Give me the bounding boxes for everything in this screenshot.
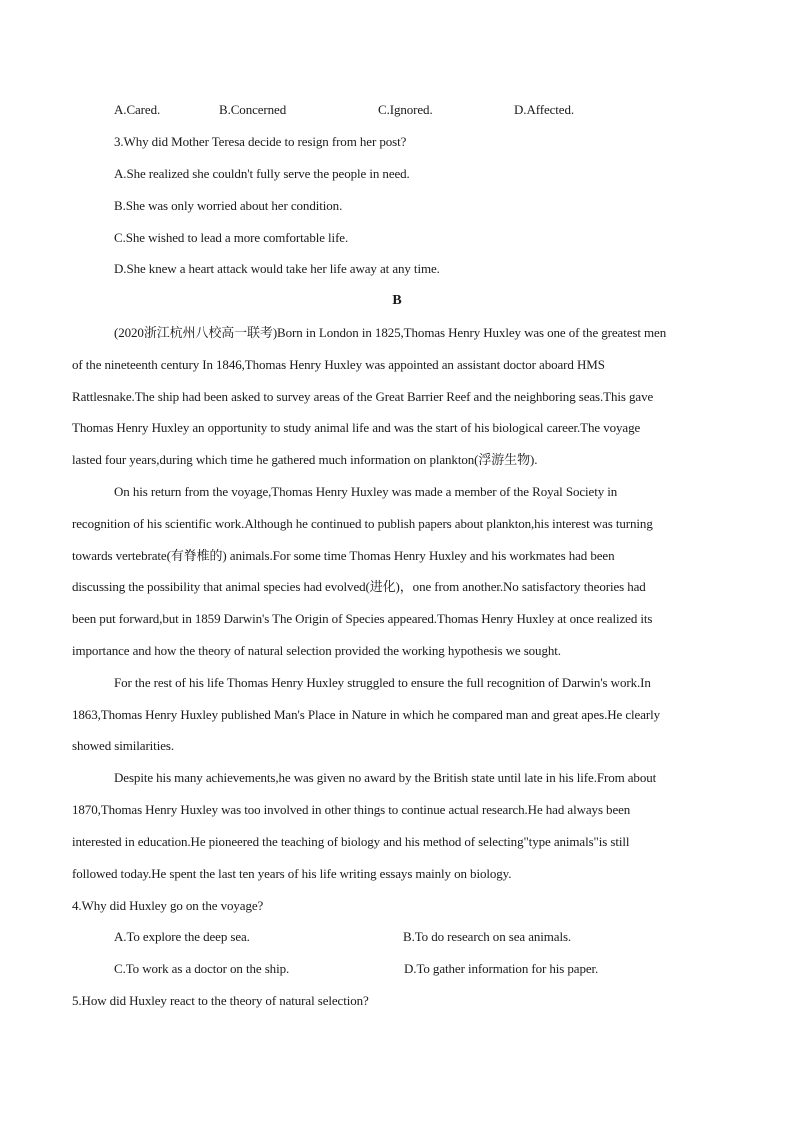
passage-line: (2020浙江杭州八校高一联考)Born in London in 1825,Thomas Henry Huxley was one of the greatest men — [114, 325, 667, 340]
passage-line: interested in education.He pioneered the teaching of biology and his method of selecting"type animals"is still — [72, 834, 630, 849]
q3-stem: 3.Why did Mother Teresa decide to resign from her post? — [114, 134, 407, 149]
q3-option-b: B.She was only worried about her condition. — [114, 198, 343, 213]
passage-line: Rattlesnake.The ship had been asked to survey areas of the Great Barrier Reef and the neighboring seas.This gave — [72, 389, 654, 404]
q4-option-c: C.To work as a doctor on the ship. — [114, 961, 290, 976]
passage-line: discussing the possibility that animal species had evolved(进化)，one from another.No satisfactory theories had — [72, 579, 646, 594]
passage-line: followed today.He spent the last ten years of his life writing essays mainly on biology. — [72, 866, 512, 881]
q3-option-a: A.She realized she couldn't fully serve the people in need. — [114, 166, 410, 181]
q4-option-a: A.To explore the deep sea. — [114, 929, 250, 944]
passage-line: importance and how the theory of natural selection provided the working hypothesis we sought. — [72, 643, 561, 658]
passage-line: 1870,Thomas Henry Huxley was too involved in other things to continue actual research.He had always been — [72, 802, 631, 817]
passage-line: Thomas Henry Huxley an opportunity to study animal life and was the start of his biological career.The voyage — [72, 420, 641, 435]
q4-stem: 4.Why did Huxley go on the voyage? — [72, 898, 264, 913]
passage-line: On his return from the voyage,Thomas Henry Huxley was made a member of the Royal Society in — [114, 484, 618, 499]
q3-option-c: C.She wished to lead a more comfortable life. — [114, 230, 349, 245]
passage-line: Despite his many achievements,he was given no award by the British state until late in his life.From about — [114, 770, 657, 785]
q4-option-b: B.To do research on sea animals. — [403, 929, 572, 944]
q2-option-a: A.Cared. — [114, 102, 161, 117]
section-title: B — [392, 293, 402, 308]
q5-stem: 5.How did Huxley react to the theory of natural selection? — [72, 993, 369, 1008]
q3-option-d: D.She knew a heart attack would take her life away at any time. — [114, 261, 440, 276]
passage-line: towards vertebrate(有脊椎的) animals.For some time Thomas Henry Huxley and his workmates had been — [72, 548, 615, 563]
passage-line: of the nineteenth century In 1846,Thomas Henry Huxley was appointed an assistant doctor aboard HMS — [72, 357, 605, 372]
passage-line: 1863,Thomas Henry Huxley published Man's Place in Nature in which he compared man and great apes.He clearly — [72, 707, 661, 722]
q4-option-d: D.To gather information for his paper. — [404, 961, 599, 976]
passage-line: lasted four years,during which time he gathered much information on plankton(浮游生物). — [72, 452, 538, 467]
q2-option-c: C.Ignored. — [378, 102, 433, 117]
passage-line: For the rest of his life Thomas Henry Huxley struggled to ensure the full recognition of Darwin's work.In — [114, 675, 651, 690]
passage-line: showed similarities. — [72, 738, 174, 753]
passage-line: recognition of his scientific work.Although he continued to publish papers about plankton,his interest was turning — [72, 516, 653, 531]
q2-option-d: D.Affected. — [514, 102, 575, 117]
passage-line: been put forward,but in 1859 Darwin's The Origin of Species appeared.Thomas Henry Huxley at once realized its — [72, 611, 653, 626]
q2-option-b: B.Concerned — [219, 102, 287, 117]
